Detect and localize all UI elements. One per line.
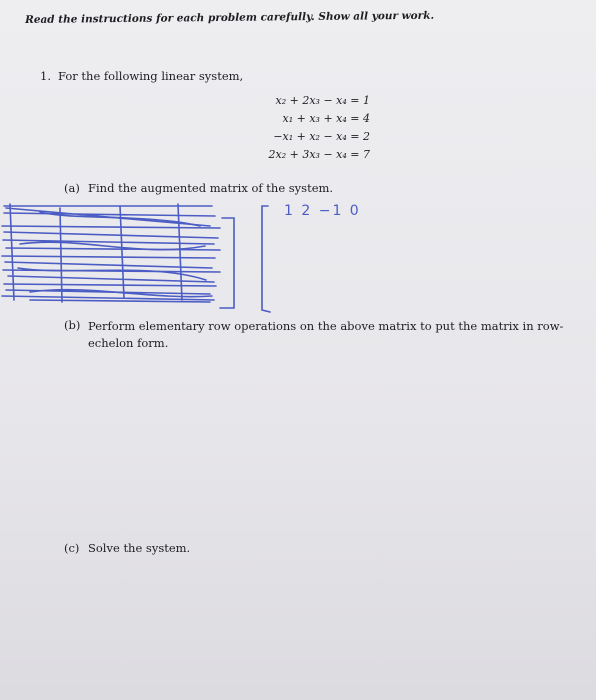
problem-prompt: For the following linear system, (58, 69, 244, 83)
part-c-text: Solve the system. (88, 541, 191, 555)
equation-2: x₁ + x₃ + x₄ = 4 (282, 112, 370, 125)
instructions-header: Read the instructions for each problem carefully. Show all your work. (25, 9, 435, 26)
part-a-text: Find the augmented matrix of the system. (88, 181, 334, 195)
part-a-label: (a) (64, 181, 80, 195)
equation-1: x₂ + 2x₃ − x₄ = 1 (275, 94, 370, 107)
part-c-label: (c) (64, 541, 80, 555)
handwritten-matrix-row: 1 2 −1 0 (284, 203, 361, 219)
equation-3: −x₁ + x₂ − x₄ = 2 (273, 130, 370, 143)
problem-number: 1. (40, 69, 51, 83)
part-b-label: (b) (64, 318, 81, 332)
equation-4: 2x₂ + 3x₃ − x₄ = 7 (268, 148, 370, 161)
part-b-text: Perform elementary row operations on the above matrix to put the matrix in row-echelon form. (88, 319, 564, 350)
